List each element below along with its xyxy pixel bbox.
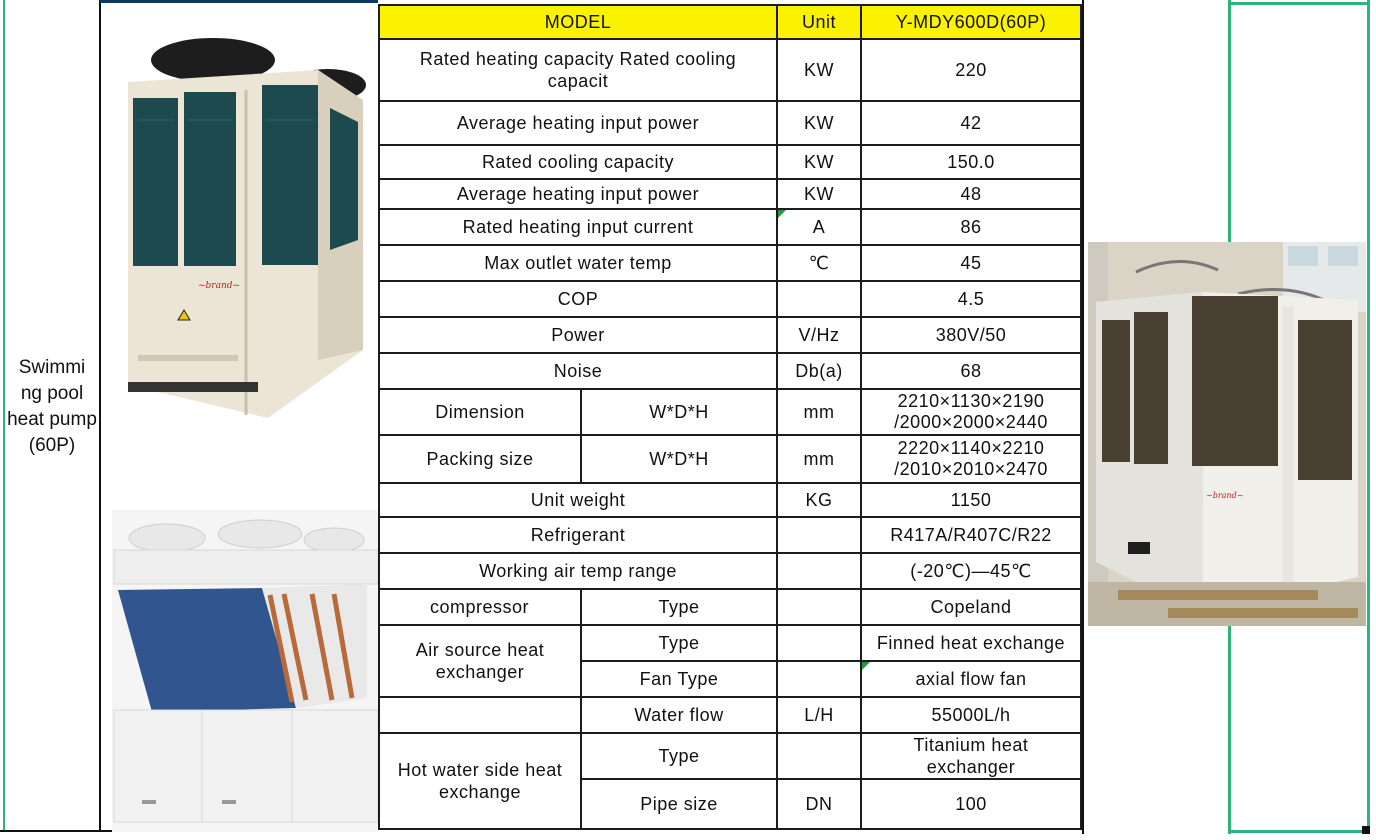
row-label [379, 697, 581, 733]
row-label: Packing size [379, 435, 581, 483]
table-row [379, 389, 1081, 435]
row-value: 86 [861, 209, 1081, 245]
right-frame-bottom [1228, 830, 1370, 833]
row-label: Rated cooling capacity [379, 145, 777, 179]
svg-text:~brand~: ~brand~ [1206, 491, 1244, 500]
table-row [379, 483, 1081, 517]
row-value-line: /2000×2000×2440 [894, 412, 1048, 432]
row-unit: mm [777, 389, 861, 435]
cell-marker [778, 210, 786, 218]
row-unit [777, 733, 861, 779]
spec-table [378, 4, 1082, 830]
row-value [861, 661, 1081, 697]
table-row [379, 245, 1081, 281]
row-unit: KG [777, 483, 861, 517]
row-unit: V/Hz [777, 317, 861, 353]
row-unit: KW [777, 39, 861, 101]
row-unit [777, 209, 861, 245]
row-unit: KW [777, 179, 861, 209]
table-row [379, 625, 1081, 661]
row-value: Copeland [861, 589, 1081, 625]
row-unit: KW [777, 101, 861, 145]
row-unit [777, 625, 861, 661]
row-sublabel: Fan Type [581, 661, 777, 697]
row-value-line: /2010×2010×2470 [894, 459, 1048, 479]
right-frame-right [1367, 0, 1370, 834]
row-sublabel: Water flow [581, 697, 777, 733]
row-label: Max outlet water temp [379, 245, 777, 281]
product-category-label: Swimmi ng pool heat pump (60P) [7, 357, 97, 456]
heat-pump-photo-installed [1088, 242, 1366, 626]
row-value: Finned heat exchange [861, 625, 1081, 661]
table-row [379, 697, 1081, 733]
row-value: (-20℃)—45℃ [861, 553, 1081, 589]
table-row [379, 589, 1081, 625]
row-value-text: axial flow fan [915, 669, 1027, 689]
handle-square [1362, 826, 1370, 834]
row-unit: Db(a) [777, 353, 861, 389]
row-unit: mm [777, 435, 861, 483]
row-value: 4.5 [861, 281, 1081, 317]
table-row [379, 517, 1081, 553]
row-value [861, 389, 1081, 435]
row-sublabel: W*D*H [581, 435, 777, 483]
row-value [861, 435, 1081, 483]
table-row [379, 145, 1081, 179]
row-sublabel: Type [581, 733, 777, 779]
row-unit [777, 589, 861, 625]
top-photo-strip [100, 0, 378, 3]
svg-text:~brand~: ~brand~ [198, 281, 241, 291]
left-border-line [3, 0, 5, 832]
right-column-divider [1082, 0, 1084, 834]
row-label: Rated heating capacity Rated cooling capacit [379, 39, 777, 101]
row-value-line: 2210×1130×2190 [897, 391, 1045, 411]
row-label: Working air temp range [379, 553, 777, 589]
row-value: 68 [861, 353, 1081, 389]
table-row [379, 209, 1081, 245]
row-label: Dimension [379, 389, 581, 435]
row-label: Noise [379, 353, 777, 389]
row-unit [777, 661, 861, 697]
row-label: Air source heat exchanger [379, 625, 581, 697]
row-label: compressor [379, 589, 581, 625]
row-sublabel: Type [581, 589, 777, 625]
row-value-line: 2220×1140×2210 [897, 438, 1045, 458]
header-model: MODEL [379, 5, 777, 39]
row-label: Rated heating input current [379, 209, 777, 245]
heat-pump-photo-top [118, 30, 374, 418]
row-label: Average heating input power [379, 179, 777, 209]
table-row [379, 101, 1081, 145]
row-label: Hot water side heat exchange [379, 733, 581, 829]
table-row [379, 281, 1081, 317]
row-value: 100 [861, 779, 1081, 829]
row-unit: L/H [777, 697, 861, 733]
header-unit: Unit [777, 5, 861, 39]
row-label: Power [379, 317, 777, 353]
row-unit [777, 281, 861, 317]
row-sublabel: Pipe size [581, 779, 777, 829]
row-value: 55000L/h [861, 697, 1081, 733]
row-label: Average heating input power [379, 101, 777, 145]
row-value: 42 [861, 101, 1081, 145]
table-header-row [379, 5, 1081, 39]
row-label: COP [379, 281, 777, 317]
row-sublabel: Type [581, 625, 777, 661]
left-column-divider [99, 0, 101, 832]
row-value: Titanium heat exchanger [861, 733, 1081, 779]
table-row [379, 179, 1081, 209]
row-unit-text: A [812, 217, 826, 237]
row-value: 45 [861, 245, 1081, 281]
row-unit [777, 517, 861, 553]
row-value: 150.0 [861, 145, 1081, 179]
row-value: 48 [861, 179, 1081, 209]
heat-pump-photo-bottom [112, 510, 378, 832]
right-frame-top [1228, 2, 1370, 5]
row-value: 220 [861, 39, 1081, 101]
table-row [379, 553, 1081, 589]
row-sublabel: W*D*H [581, 389, 777, 435]
row-value: R417A/R407C/R22 [861, 517, 1081, 553]
row-value: 380V/50 [861, 317, 1081, 353]
table-row [379, 435, 1081, 483]
row-label: Refrigerant [379, 517, 777, 553]
row-unit: KW [777, 145, 861, 179]
table-row [379, 317, 1081, 353]
row-value: 1150 [861, 483, 1081, 517]
table-row [379, 39, 1081, 101]
header-model-value: Y-MDY600D(60P) [861, 5, 1081, 39]
cell-marker [862, 662, 870, 670]
table-row [379, 733, 1081, 779]
row-unit [777, 553, 861, 589]
row-unit: ℃ [777, 245, 861, 281]
table-row [379, 353, 1081, 389]
row-label: Unit weight [379, 483, 777, 517]
row-unit: DN [777, 779, 861, 829]
